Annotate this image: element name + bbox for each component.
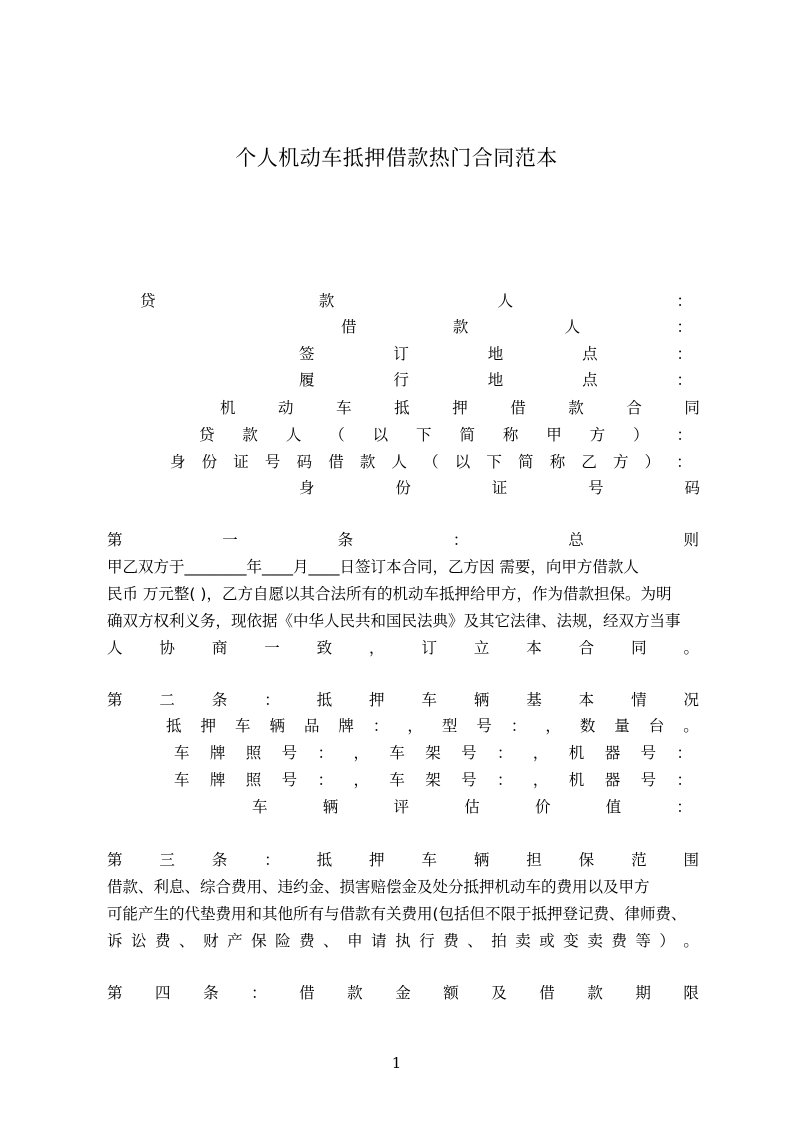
- performance-place-line: 履 行 地 点 ：: [299, 371, 692, 389]
- contract-name-line: 机 动 车 抵 押 借 款 合 同: [220, 399, 700, 417]
- party-a-line: 贷 款 人 （ 以 下 简 称 甲 方 ） ：: [199, 426, 692, 444]
- signing-place-line: 签 订 地 点 ：: [299, 345, 692, 363]
- article3-heading: 第 三 条 ： 抵 押 车 辆 担 保 范 围: [107, 851, 699, 869]
- article1-body: [107, 554, 699, 662]
- party-b-line: 身 份 证 号 码 借 款 人 （ 以 下 简 称 乙 方 ） ：: [170, 453, 692, 471]
- article3-line-2: 可能产生的代垫费用和其他所有与借款有关费用(包括但不限于抵押登记费、律师费、: [107, 905, 687, 923]
- plate-number-line-1: 车 牌 照 号 ： ， 车 架 号 ： ， 机 器 号 ：: [174, 744, 692, 762]
- article3-line-3: 诉 讼 费 、 财 产 保 险 费 、 申 请 执 行 费 、 拍 卖 或 变 卖 费 等 ） 。: [107, 932, 699, 950]
- page-number: 1: [391, 1054, 402, 1072]
- lender-line: 贷 款 人 ：: [140, 292, 692, 310]
- plate-number-line-2: 车 牌 照 号 ： ， 车 架 号 ： ， 机 器 号 ：: [174, 771, 692, 789]
- article3-line-1: 借款、利息、综合费用、违约金、损害赔偿金及处分抵押机动车的费用以及甲方: [107, 878, 650, 896]
- borrower-line: 借 款 人 ：: [341, 318, 692, 336]
- article1-heading: 第 一 条 ： 总 则: [107, 531, 699, 549]
- article1-line-4: 人 协 商 一 致 ， 订 立 本 合 同 。: [107, 639, 699, 657]
- article4-heading: 第 四 条 ： 借 款 金 额 及 借 款 期 限: [107, 984, 699, 1002]
- document-title: 个人机动车抵押借款热门合同范本: [235, 146, 558, 170]
- vehicle-brand-line: 抵 押 车 辆 品 牌 ： ， 型 号 ： ， 数 量 台 。: [166, 717, 699, 735]
- article1-line-2: 民币 万元整( )，乙方自愿以其合法所有的机动车抵押给甲方，作为借款担保。为明: [107, 585, 672, 603]
- vehicle-value-line: 车 辆 评 估 价 值 ：: [252, 798, 692, 816]
- article1-line-3: 确双方权利义务，现依据《中华人民共和国民法典》及其它法律、法规，经双方当事: [107, 612, 681, 630]
- article3-body: [107, 874, 699, 955]
- id-number-line: 身 份 证 号 码: [299, 479, 700, 497]
- article2-heading: 第 二 条 ： 抵 押 车 辆 基 本 情 况: [107, 691, 699, 709]
- article1-line-1: 甲乙双方于________年____月____日签订本合同，乙方因 需要，向甲方借款人: [107, 558, 639, 576]
